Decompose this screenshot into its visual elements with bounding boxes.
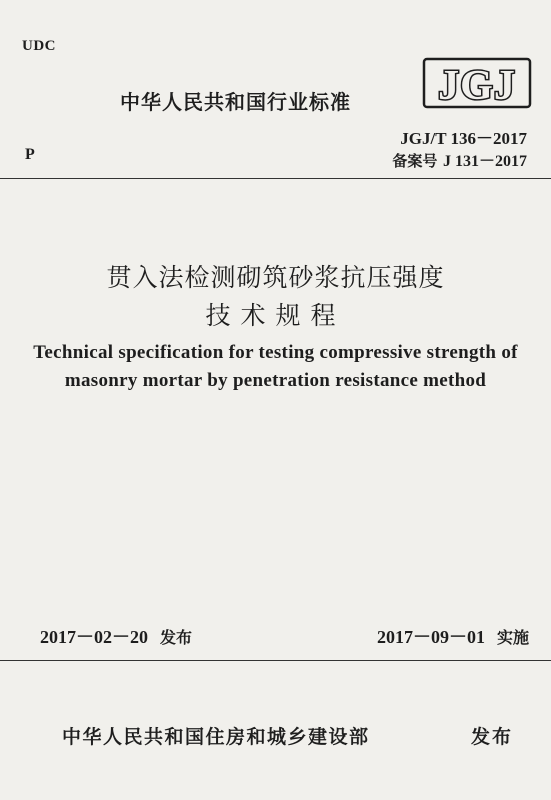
standard-number: JGJ/T 136－2017 [400, 129, 527, 148]
record-number-line [392, 148, 527, 171]
issue-date: 2017－02－20 [40, 627, 148, 647]
title-english-line-2: masonry mortar by penetration resistance method [64, 370, 487, 391]
jgj-logo [421, 56, 533, 110]
publish-label: 发布 [470, 726, 513, 748]
title-chinese-line-2: 技术规程 [205, 301, 346, 330]
title-chinese-line-1: 贯入法检测砌筑砂浆抗压强度 [106, 263, 445, 292]
issue-label: 发布 [160, 628, 193, 647]
implement-date: 2017－09－01 [376, 627, 485, 647]
title-english-line-1: Technical specification for testing compressive strength of [33, 342, 518, 363]
implement-label: 实施 [496, 628, 529, 647]
classification-code: P [25, 146, 35, 163]
logo-text: JGJ [438, 63, 516, 109]
implement-date-block [377, 623, 529, 649]
header-divider [0, 178, 551, 179]
footer-divider [0, 660, 551, 661]
record-number: J 131－2017 [442, 153, 527, 170]
udc-label: UDC [22, 38, 56, 54]
standard-category: 中华人民共和国行业标准 [120, 90, 351, 114]
record-label: 备案号 [392, 152, 438, 170]
publisher-name: 中华人民共和国住房和城乡建设部 [62, 726, 370, 748]
issue-date-block [40, 623, 192, 649]
